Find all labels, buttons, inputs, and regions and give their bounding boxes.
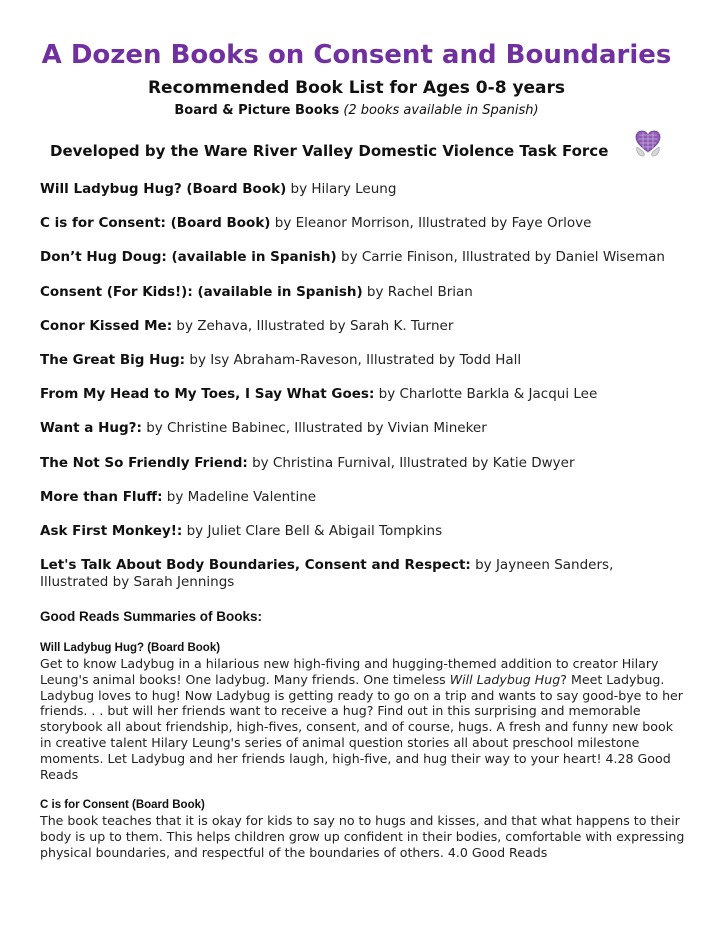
book-title: The Great Big Hug: [40,351,186,368]
book-title: Don’t Hug Doug: (available in Spanish) [40,249,337,266]
developed-by: Developed by the Ware River Valley Domestic Violence Task Force [50,142,609,160]
book-credit: by Carrie Finison, Illustrated by Daniel Wiseman [336,249,665,266]
book-credit: by Eleanor Morrison, Illustrated by Faye Orlove [270,215,592,232]
book-title: Want a Hug?: [40,420,142,437]
book-title: Ask First Monkey!: [40,522,183,539]
book-credit: by Isy Abraham-Raveson, Illustrated by Todd Hall [185,351,522,368]
book-credit: by Charlotte Barkla & Jacqui Lee [374,386,598,403]
book-title: Will Ladybug Hug? (Board Book) [40,181,287,197]
summary-text: ? Meet Ladybug. Ladybug loves to hug! Now Ladybug is getting ready to go on a trip and wants to say good-bye to her friends. . . but will her friends want to receive a hug? Find out in this surprising and memorable storybook all about friendship, high-fives, consent, and of course, hugs. A fresh and funny new book in creative talent Hilary Leung's series of animal question stories all about preschool milestone moments. Let Ladybug and her friends laugh, high-five, and hug their way to your heart! 4.28 Good Reads [40,671,683,782]
page-subtitle: Recommended Book List for Ages 0-8 years [147,78,566,98]
page-title: A Dozen Books on Consent and Boundaries [41,40,672,70]
format-note: (2 books available in Spanish) [343,103,539,118]
book-item [40,557,680,591]
book-item [40,523,680,540]
book-title: From My Head to My Toes, I Say What Goes: [40,386,375,403]
summary-title: Will Ladybug Hug? (Board Book) [40,642,221,654]
book-item [40,318,680,335]
book-credit: by Juliet Clare Bell & Abigail Tompkins [182,522,443,539]
book-list [40,181,680,608]
summary-italic: Will Ladybug Hug [449,671,561,687]
book-item [40,455,680,472]
book-title: The Not So Friendly Friend: [40,454,248,471]
book-item [40,284,680,301]
book-item [40,181,680,198]
book-title: Let's Talk About Body Boundaries, Consent and Respect: [40,557,471,574]
book-title: More than Fluff: [40,488,163,505]
format-bold: Board & Picture Books [174,103,340,118]
book-credit: by Jayneen Sanders, Illustrated by Sarah Jennings [40,557,614,591]
summaries-heading: Good Reads Summaries of Books: [40,609,263,624]
book-credit: by Rachel Brian [362,283,473,300]
book-title: Conor Kissed Me: [40,317,173,334]
book-item [40,489,680,506]
book-credit: by Hilary Leung [286,181,397,197]
format-line [0,103,713,118]
book-item [40,420,680,437]
book-title: Consent (For Kids!): (available in Spanish) [40,283,363,300]
book-credit: by Madeline Valentine [162,488,317,505]
book-item [40,352,680,369]
book-credit: by Christine Babinec, Illustrated by Vivian Mineker [141,420,487,437]
book-credit: by Zehava, Illustrated by Sarah K. Turner [172,317,454,334]
summary-consent [40,798,685,860]
book-item [40,215,680,232]
summary-body [40,656,685,782]
heart-hands-icon [634,128,662,158]
book-item [40,249,680,266]
summary-body: The book teaches that it is okay for kids to say no to hugs and kisses, and that what happens to their body is up to them. This helps children grow up confident in their bodies, comfortable with expressing physical boundaries, and respectful of the boundaries of others. 4.0 Good Reads [40,813,685,860]
book-item [40,386,680,403]
summary-title: C is for Consent (Board Book) [40,799,205,811]
summary-text: Get to know Ladybug in a hilarious new high-fiving and hugging-themed addition to creator Hilary Leung's animal books! One ladybug. Many friends. One timeless [40,656,659,687]
book-title: C is for Consent: (Board Book) [40,215,271,232]
summary-ladybug [40,641,685,782]
book-credit: by Christina Furnival, Illustrated by Katie Dwyer [247,454,575,471]
